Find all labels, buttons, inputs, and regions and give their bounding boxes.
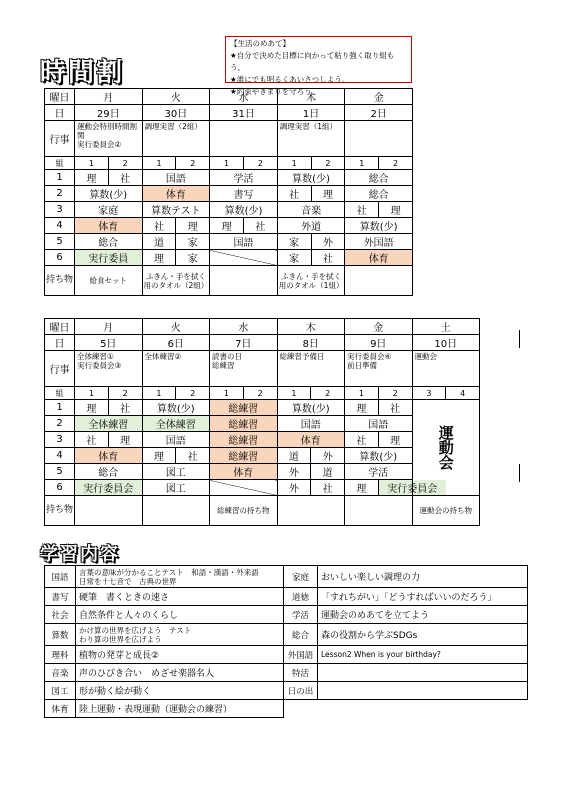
class-num: 1 — [75, 157, 109, 170]
day: 火 — [142, 89, 210, 105]
label-gyouji: 行事 — [45, 121, 75, 157]
subject: 社 — [142, 218, 176, 234]
table-row — [45, 387, 480, 400]
study-text: 言葉の意味が分かることテスト 和語・漢語・外来語 日常を十七音で 古典の世界 — [76, 566, 284, 588]
label-youbi: 曜日 — [45, 89, 75, 105]
subject: 全体練習 — [142, 416, 210, 432]
period: 1 — [45, 170, 75, 186]
subject: 実行委員会 — [75, 480, 143, 496]
day: 木 — [277, 89, 345, 105]
table-row — [45, 566, 528, 588]
section-title-study: 学習内容 — [40, 544, 120, 565]
subject: 体育 — [345, 250, 413, 266]
class-num: 2 — [379, 157, 413, 170]
study-text — [318, 682, 528, 700]
table-row — [45, 682, 528, 700]
subject: 道 — [277, 448, 311, 464]
subject: 国語 — [345, 416, 413, 432]
subject-label: 音楽 — [45, 664, 76, 682]
event-cell: 全体練習① 実行委員会③ — [75, 351, 143, 387]
subject: 家 — [277, 250, 311, 266]
date: 30日 — [142, 105, 210, 121]
subject-label: 学活 — [284, 606, 318, 624]
class-num: 2 — [243, 157, 277, 170]
empty-slot — [210, 250, 278, 266]
subject-label: 総合 — [284, 624, 318, 646]
subject: 理 — [108, 432, 142, 448]
period: 3 — [45, 202, 75, 218]
subject: 外国語 — [345, 234, 413, 250]
study-content-table — [44, 565, 528, 718]
day: 木 — [277, 319, 345, 335]
event-cell: 運動会 — [412, 351, 480, 387]
subject: 算数(少) — [277, 170, 345, 186]
study-text: 運動会のめあてを立てよう — [318, 606, 528, 624]
subject: 社 — [378, 400, 412, 416]
subject: 学活 — [210, 170, 278, 186]
margin-mark — [519, 464, 520, 482]
table-row — [45, 89, 413, 105]
goals-heading: 【生活のめあて】 — [230, 39, 290, 48]
subject: 社 — [108, 170, 142, 186]
period: 3 — [45, 432, 75, 448]
date: 29日 — [75, 105, 143, 121]
table-row — [45, 700, 528, 718]
event-cell: 運動会特別時間割関 実行委員会② — [75, 121, 143, 157]
class-num: 2 — [176, 387, 210, 400]
items-cell — [210, 266, 278, 296]
class-num: 1 — [210, 157, 244, 170]
subject: 総練習 — [210, 432, 278, 448]
class-num: 1 — [142, 387, 176, 400]
subject: 国語 — [142, 432, 210, 448]
items-cell: 運動会の持ち物 — [412, 496, 480, 526]
day: 火 — [142, 319, 210, 335]
class-num: 2 — [311, 387, 345, 400]
class-num: 4 — [446, 387, 480, 400]
day: 月 — [75, 319, 143, 335]
period: 2 — [45, 186, 75, 202]
event-cell — [345, 121, 413, 157]
items-cell: 給食セット — [75, 266, 143, 296]
subject-label: 家庭 — [284, 566, 318, 588]
page-title: 時間割 — [40, 58, 125, 88]
subject-label: 特活 — [284, 664, 318, 682]
class-num: 3 — [412, 387, 446, 400]
sports-day-label: 運動会 — [436, 425, 455, 470]
period: 6 — [45, 480, 75, 496]
subject: 算数(少) — [345, 448, 413, 464]
subject: 理 — [142, 448, 176, 464]
subject: 社 — [311, 250, 345, 266]
subject-label: 国語 — [45, 566, 76, 588]
study-text: 硬筆 書くときの速さ — [76, 588, 284, 606]
table-row — [45, 480, 480, 496]
label-hi: 日 — [45, 335, 75, 351]
class-num: 1 — [75, 387, 109, 400]
subject: 道 — [311, 464, 345, 480]
table-row — [45, 319, 480, 335]
table-row — [45, 646, 528, 664]
event-cell: 実行委員会④ 前日準備 — [345, 351, 413, 387]
table-row — [45, 170, 413, 186]
event-cell: 調理実習（1組） — [277, 121, 345, 157]
subject: 実行委員 — [75, 250, 143, 266]
date: 9日 — [345, 335, 413, 351]
subject: 総合 — [75, 234, 143, 250]
subject: 総練習 — [210, 416, 278, 432]
subject: 総合 — [75, 464, 143, 480]
subject-label: 図工 — [45, 682, 76, 700]
subject: 道 — [142, 234, 176, 250]
subject: 外 — [311, 448, 345, 464]
items-cell: 総練習の持ち物 — [210, 496, 278, 526]
date: 10日 — [412, 335, 480, 351]
subject-label: 算数 — [45, 624, 76, 646]
table-row — [45, 496, 480, 526]
class-num: 2 — [108, 387, 142, 400]
subject: 体育 — [75, 448, 143, 464]
period: 4 — [45, 448, 75, 464]
table-row — [45, 202, 413, 218]
day: 土 — [412, 319, 480, 335]
class-num: 2 — [378, 387, 412, 400]
subject: 全体練習 — [75, 416, 143, 432]
period: 2 — [45, 416, 75, 432]
items-cell: ふきん・手を拭く用のタオル（2組） — [142, 266, 210, 296]
table-row — [45, 335, 480, 351]
subject: 家庭 — [75, 202, 143, 218]
subject: 社 — [108, 400, 142, 416]
subject: 理 — [142, 250, 176, 266]
day: 水 — [210, 89, 278, 105]
event-cell — [210, 121, 278, 157]
table-row — [45, 266, 413, 296]
subject: 国語 — [142, 170, 210, 186]
period: 6 — [45, 250, 75, 266]
subject-label: 体育 — [45, 700, 76, 718]
life-goals-box — [225, 36, 412, 96]
subject: 音楽 — [277, 202, 345, 218]
subject: 体育 — [277, 432, 345, 448]
subject: 学活 — [345, 464, 413, 480]
event-cell: 調理実習（2組） — [142, 121, 210, 157]
study-text: 自然条件と人々のくらし — [76, 606, 284, 624]
table-row — [45, 351, 480, 387]
empty-cell — [284, 700, 318, 718]
subject: 理 — [210, 218, 244, 234]
study-text: おいしい楽しい調理の力 — [318, 566, 528, 588]
date: 5日 — [75, 335, 143, 351]
margin-mark — [519, 330, 520, 348]
table-row — [45, 606, 528, 624]
subject: 国語 — [277, 416, 345, 432]
subject-label: 社会 — [45, 606, 76, 624]
empty-slot — [210, 480, 278, 496]
items-cell: ふきん・手を拭く用のタオル（1組） — [277, 266, 345, 296]
label-kumi: 組 — [45, 387, 75, 400]
period: 5 — [45, 464, 75, 480]
date: 31日 — [210, 105, 278, 121]
table-row — [45, 664, 528, 682]
goal-item: ★約束やきまりを守ろう。 — [230, 87, 320, 96]
table-row — [45, 218, 413, 234]
label-mochimono: 持ち物 — [45, 266, 75, 296]
subject: 算数(少) — [210, 202, 278, 218]
items-cell — [345, 266, 413, 296]
subject: 算数(少) — [142, 400, 210, 416]
subject: 総練習 — [210, 400, 278, 416]
items-cell — [142, 496, 210, 526]
subject: 理 — [176, 218, 210, 234]
event-cell: 全体練習② — [142, 351, 210, 387]
day: 水 — [210, 319, 278, 335]
table-row — [45, 250, 413, 266]
timetable-week2 — [44, 318, 480, 526]
class-num: 2 — [108, 157, 142, 170]
subject: 理 — [311, 186, 345, 202]
items-cell — [277, 496, 345, 526]
label-hi: 日 — [45, 105, 75, 121]
subject: 図工 — [142, 480, 210, 496]
goal-item: ★誰にでも明るくあいさつしよう。 — [230, 75, 350, 84]
period: 5 — [45, 234, 75, 250]
subject-label: 書写 — [45, 588, 76, 606]
subject: 国語 — [210, 234, 278, 250]
subject: 理 — [75, 400, 109, 416]
class-num: 1 — [277, 157, 311, 170]
subject-label: 理科 — [45, 646, 76, 664]
subject-label: 外国語 — [284, 646, 318, 664]
subject: 書写 — [210, 186, 278, 202]
class-num: 1 — [142, 157, 176, 170]
study-text: Lesson2 When is your birthday? — [318, 646, 528, 664]
subject: 体育 — [210, 464, 278, 480]
class-num: 2 — [176, 157, 210, 170]
subject: 外 — [311, 234, 345, 250]
subject: 家 — [176, 250, 210, 266]
class-num: 2 — [243, 387, 277, 400]
table-row — [45, 588, 528, 606]
label-gyouji: 行事 — [45, 351, 75, 387]
date: 7日 — [210, 335, 278, 351]
subject: 総練習 — [210, 448, 278, 464]
table-row — [45, 400, 480, 416]
label-mochimono: 持ち物 — [45, 496, 75, 526]
subject: 体育 — [142, 186, 210, 202]
study-text: 形が動く絵が動く — [76, 682, 284, 700]
period: 1 — [45, 400, 75, 416]
subject: 理 — [345, 400, 379, 416]
subject: 理 — [378, 432, 412, 448]
table-row — [45, 624, 528, 646]
study-text: 森の役割から学ぶSDGs — [318, 624, 528, 646]
date: 1日 — [277, 105, 345, 121]
subject: 家 — [277, 234, 311, 250]
study-text: 植物の発芽と成長② — [76, 646, 284, 664]
subject: 社 — [311, 480, 345, 496]
date: 8日 — [277, 335, 345, 351]
subject: 算数(少) — [75, 186, 143, 202]
goal-item: ★自分で決めた目標に向かって粘り強く取り組もう。 — [230, 51, 395, 72]
event-cell: 読書の日 総練習 — [210, 351, 278, 387]
subject: 実行委員会 — [378, 480, 446, 496]
subject: 外道 — [277, 218, 345, 234]
label-kumi: 組 — [45, 157, 75, 170]
timetable-week1 — [44, 88, 413, 296]
class-num: 1 — [345, 157, 379, 170]
day: 月 — [75, 89, 143, 105]
subject: 算数テスト — [142, 202, 210, 218]
table-row — [45, 186, 413, 202]
subject: 社 — [176, 448, 210, 464]
class-num: 1 — [277, 387, 311, 400]
items-cell — [345, 496, 413, 526]
class-num: 2 — [311, 157, 345, 170]
subject-label: 道徳 — [284, 588, 318, 606]
subject: 社 — [345, 202, 379, 218]
table-row — [45, 121, 413, 157]
items-cell — [75, 496, 143, 526]
subject: 算数(少) — [345, 218, 413, 234]
table-row — [45, 157, 413, 170]
subject: 理 — [345, 480, 379, 496]
study-text — [318, 664, 528, 682]
subject: 社 — [243, 218, 277, 234]
period: 4 — [45, 218, 75, 234]
class-num: 1 — [210, 387, 244, 400]
date: 6日 — [142, 335, 210, 351]
subject: 総合 — [345, 170, 413, 186]
subject: 社 — [75, 432, 109, 448]
label-youbi: 曜日 — [45, 319, 75, 335]
subject: 算数(少) — [277, 400, 345, 416]
day: 金 — [345, 89, 413, 105]
subject: 外 — [277, 464, 311, 480]
subject-label: 日の出 — [284, 682, 318, 700]
table-row — [45, 105, 413, 121]
subject: 家 — [176, 234, 210, 250]
study-text: 陸上運動・表現運動（運動会の練習） — [76, 700, 284, 718]
empty-cell — [318, 700, 528, 718]
event-cell: 総練習予備日 — [277, 351, 345, 387]
study-text: 声のひびき合い めざせ楽器名人 — [76, 664, 284, 682]
subject: 理 — [75, 170, 109, 186]
day: 金 — [345, 319, 413, 335]
subject: 図工 — [142, 464, 210, 480]
class-num: 1 — [345, 387, 379, 400]
subject: 理 — [379, 202, 413, 218]
date: 2日 — [345, 105, 413, 121]
subject: 体育 — [75, 218, 143, 234]
study-text: かけ算の世界を広げよう テスト わり算の世界を広げよう — [76, 624, 284, 646]
subject: 社 — [277, 186, 311, 202]
table-row — [45, 234, 413, 250]
study-text: 「すれちがい」「どうすればいいのだろう」 — [318, 588, 528, 606]
subject: 総合 — [345, 186, 413, 202]
subject: 社 — [345, 432, 379, 448]
subject: 外 — [277, 480, 311, 496]
